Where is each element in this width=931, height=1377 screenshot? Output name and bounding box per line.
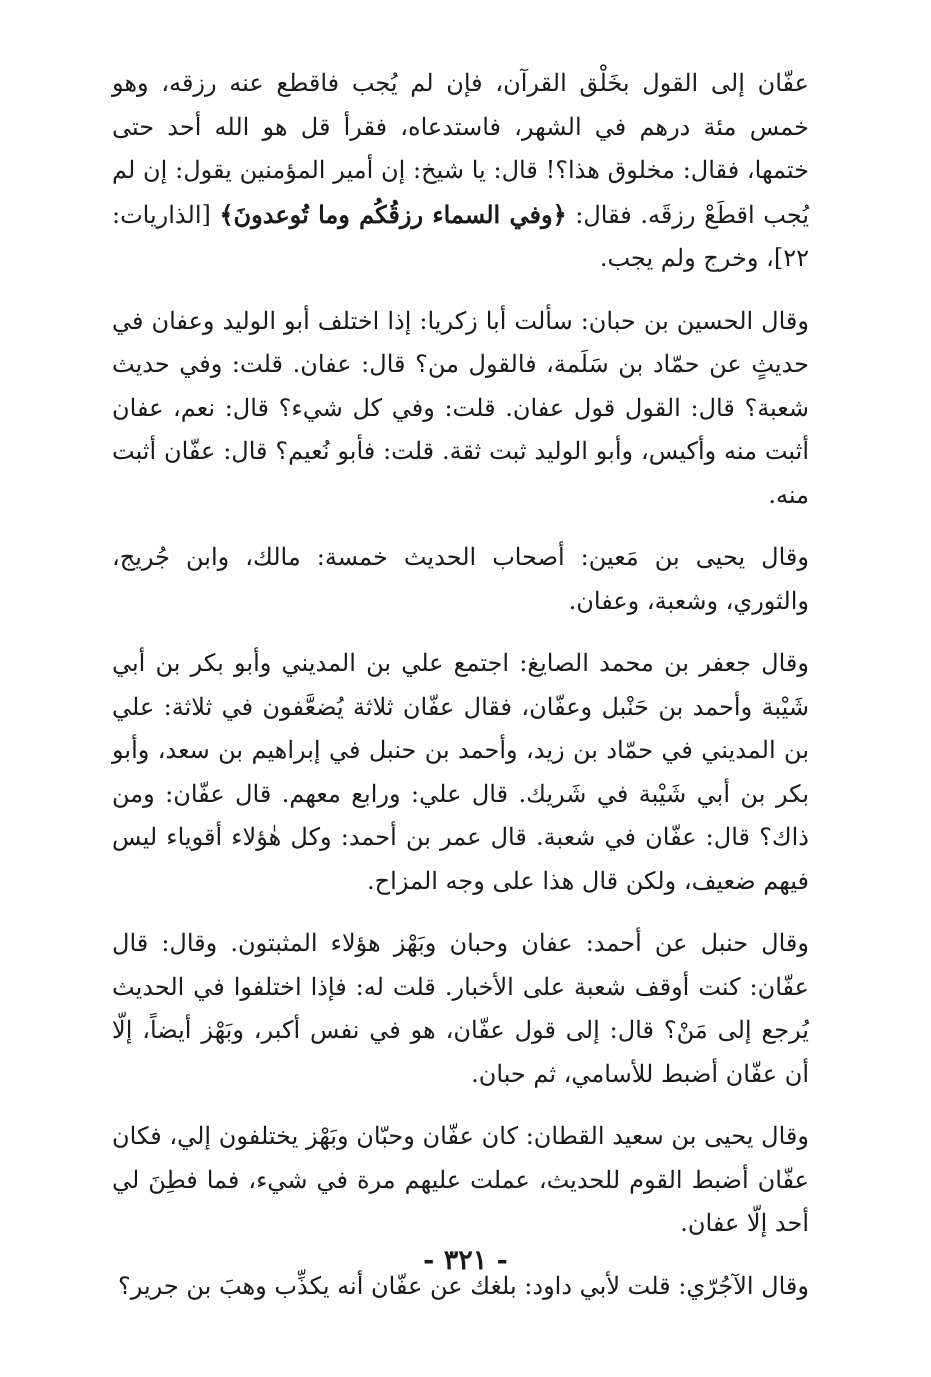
paragraph-1-text: عفّان إلى القول بخَلْق القرآن، فإن لم يُجب فاقطع عنه رزقه، وهو خمس مئة درهم في الشهر، فاستدعاه، فقرأ قل هو الله أحد حتى ختمها، فقال: مخلوق هذا؟! قال: يا شيخ: إن أمير المؤمنين يقول: إن لم يُجب اقطَعْ رزقَه. فقال:	[112, 69, 809, 229]
paragraph-5: وقال حنبل عن أحمد: عفان وحبان وبَهْز هؤلاء المثبتون. وقال: قال عفّان: كنت أوقف شعبة على الأخبار. قلت له: فإذا اختلفوا في الحديث يُرجع إلى مَنْ؟ قال: إلى قول عفّان، هو في نفس أكبر، وبَهْز أيضاً، إلّا أن عفّان أضبط للأسامي، ثم حبان.	[112, 929, 809, 1088]
paragraph-2: وقال الحسين بن حبان: سألت أبا زكريا: إذا اختلف أبو الوليد وعفان في حديثٍ عن حمّاد بن سَلَمة، فالقول من؟ قال: عفان. قلت: وفي حديث شعبة؟ قال: القول قول عفان. قلت: وفي كل شيء؟ قال: نعم، عفان أثبت منه وأكيس، وأبو الوليد ثبت ثقة. قلت: فأبو نُعيم؟ قال: عفّان أثبت منه.	[112, 306, 809, 509]
page-number: - ٣٢١ -	[423, 1245, 508, 1276]
paragraph-4: وقال جعفر بن محمد الصايغ: اجتمع علي بن المديني وأبو بكر بن أبي شَيْبة وأحمد بن حَنْبل وعفّان، فقال عفّان ثلاثة يُضعَّفون في ثلاثة: علي بن المديني في حمّاد بن زيد، وأحمد بن حنبل في إبراهيم بن سعد، وأبو بكر بن أبي شَيْبة في شَريك. قال علي: ورابع معهم. قال عفّان: ومن ذاك؟ قال: عفّان في شعبة. قال عمر بن أحمد: وكل هٰؤلاء أقوياء ليس فيهم ضعيف، ولكن قال هذا على وجه المزاح.	[112, 649, 810, 895]
paragraph-3: وقال يحيى بن مَعين: أصحاب الحديث خمسة: مالك، وابن جُريج، والثوري، وشعبة، وعفان.	[112, 543, 809, 615]
page-body	[112, 62, 809, 1308]
paragraph-6: وقال يحيى بن سعيد القطان: كان عفّان وحبّان وبَهْز يختلفون إلي، فكان عفّان أضبط القوم للحديث، عملت عليهم مرة في شيء، فما فطِنَ لي أحد إلّا عفان.	[112, 1122, 809, 1237]
paragraph-7: وقال الآجُرّي: قلت لأبي داود: بلغك عن عفّان أنه يكذِّب وهبَ بن جرير؟	[118, 1271, 809, 1300]
paragraph-1-citation: [الذاريات: ٢٢]، وخرج ولم يجب.	[112, 200, 809, 272]
paragraph-1	[112, 62, 809, 281]
quran-verse: ﴿وفي السماء رزقُكُم وما تُوعدونَ﴾	[219, 199, 567, 229]
